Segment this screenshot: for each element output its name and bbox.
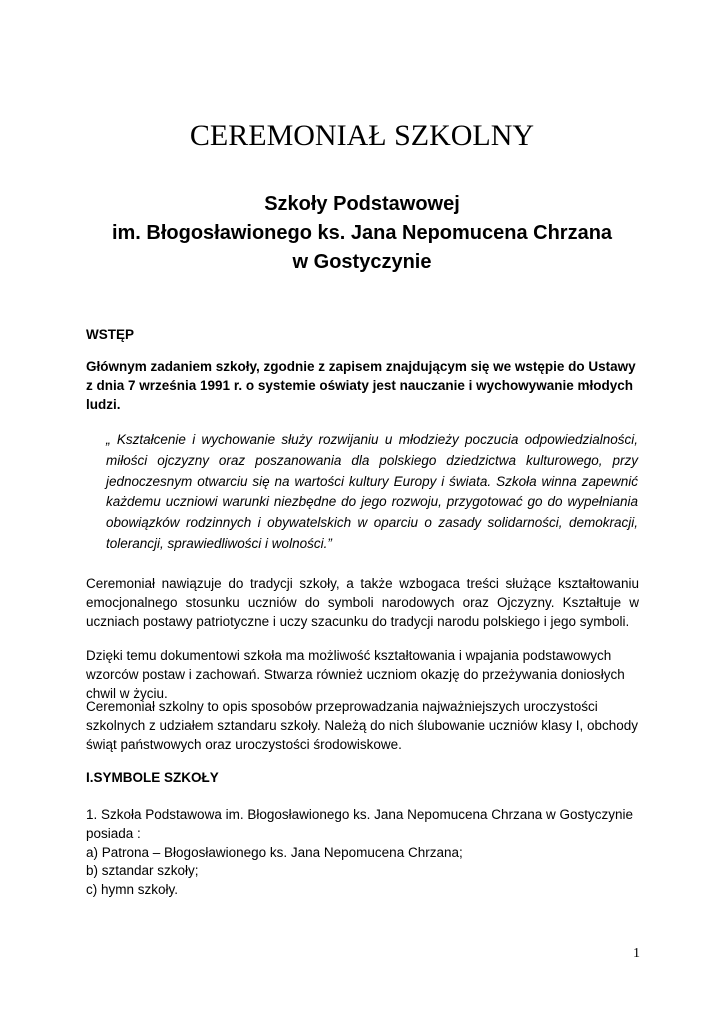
- document-subtitle: [0, 190, 724, 277]
- section-heading: I.SYMBOLE SZKOŁY: [86, 770, 219, 785]
- body-paragraph: Ceremoniał nawiązuje do tradycji szkoły, a także wzbogaca treści służące kształtowaniu emocjonalnego stosunku uczniów do symboli narodowych oraz Ojczyzny. Kształtuje w uczniach postawy patriotyczne i uczy szacunku do tradycji narodu polskiego i jego symboli.: [86, 576, 639, 629]
- list-item: 1. Szkoła Podstawowa im. Błogosławionego ks. Jana Nepomucena Chrzana w Gostyczynie: [86, 807, 634, 822]
- list-item: a) Patrona – Błogosławionego ks. Jana Nepomucena Chrzana;: [86, 844, 463, 860]
- body-paragraph: Dzięki temu dokumentowi szkoła ma możliwość kształtowania i wpajania podstawowych wzorców postaw i zachowań. Stwarza również uczniom okazję do przeżywania doniosłych chwil w życiu.: [86, 648, 625, 701]
- intro-paragraph: Głównym zadaniem szkoły, zgodnie z zapisem znajdującym się we wstępie do Ustawy z dnia 7 września 1991 r. o systemie oświaty jest nauczanie i wychowywanie młodych ludzi.: [86, 359, 636, 412]
- intro-heading: WSTĘP: [86, 327, 135, 342]
- list-item: c) hymn szkoły.: [86, 882, 179, 898]
- subtitle-line: Szkoły Podstawowej: [264, 193, 460, 215]
- symbols-list: [86, 806, 639, 900]
- page-number: 1: [633, 946, 640, 961]
- subtitle-line: im. Błogosławionego ks. Jana Nepomucena Chrzana: [111, 222, 613, 244]
- list-item: posiada :: [86, 825, 141, 841]
- subtitle-line: w Gostyczynie: [292, 251, 432, 273]
- body-paragraph: Ceremoniał szkolny to opis sposobów przeprowadzania najważniejszych uroczystości szkolnych z udziałem sztandaru szkoły. Należą do nich ślubowanie uczniów klasy I, obchody świąt państwowych oraz uroczystości środowiskowe.: [86, 699, 639, 752]
- document-title: CEREMONIAŁ SZKOLNY: [189, 119, 535, 152]
- list-item: b) sztandar szkoły;: [86, 863, 199, 879]
- quote-paragraph: „ Kształcenie i wychowanie służy rozwijaniu u młodzieży poczucia odpowiedzialności, miłości ojczyzny oraz poszanowania dla polskiego dziedzictwa kulturowego, przy jednoczesnym otwarciu się na wartości kultury Europy i świata. Szkoła winna zapewnić każdemu uczniowi warunki niezbędne do jego rozwoju, przygotować go do wypełniania obowiązków rodzinnych i obywatelskich w oparciu o zasady solidarności, demokracji, tolerancji, sprawiedliwości i wolności.”: [106, 432, 638, 551]
